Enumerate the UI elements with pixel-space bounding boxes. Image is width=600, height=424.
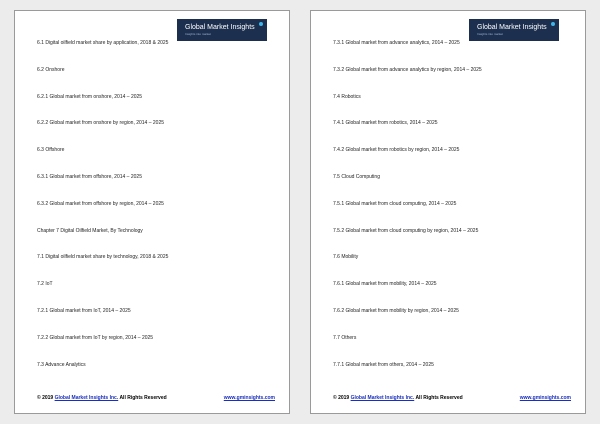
footer-copyright: © 2019 Global Market Insights Inc. All Rights Reserved xyxy=(37,395,167,401)
website-link[interactable]: www.gminsights.com xyxy=(519,395,571,401)
toc-entry: 7.4.2 Global market from robotics by region, 2014 – 2025 xyxy=(333,147,460,154)
toc-entry: 7.4.1 Global market from robotics, 2014 – 2025 xyxy=(333,120,438,127)
footer-copyright: © 2019 Global Market Insights Inc. All Rights Reserved xyxy=(333,395,463,401)
toc-entry: 6.3 Offshore xyxy=(37,147,65,154)
toc-entry: 7.3.2 Global market from advance analytics by region, 2014 – 2025 xyxy=(333,66,482,73)
toc-list-right xyxy=(311,11,585,413)
brand-tagline: Insights into market xyxy=(185,32,212,36)
toc-entry: 6.2 Onshore xyxy=(37,66,65,73)
website-link[interactable]: www.gminsights.com xyxy=(223,395,275,401)
toc-entry: 7.5 Cloud Computing xyxy=(333,174,380,180)
document-page-right xyxy=(310,10,586,414)
toc-entry: 7.1 Digital oilfield market share by technology, 2018 & 2025 xyxy=(37,254,169,261)
page-footer xyxy=(37,395,275,401)
toc-entry: 7.2 IoT xyxy=(37,281,53,288)
toc-entry: Chapter 7 Digital Oilfield Market, By Technology xyxy=(37,227,143,234)
toc-entry: 7.2.1 Global market from IoT, 2014 – 2025 xyxy=(37,308,131,314)
toc-entry: 7.6.2 Global market from mobility by region, 2014 – 2025 xyxy=(333,308,459,314)
brand-name: Global Market Insights xyxy=(477,24,547,31)
toc-entry: 7.6.1 Global market from mobility, 2014 – 2025 xyxy=(333,281,437,288)
company-link[interactable]: Global Market Insights Inc. xyxy=(350,395,415,401)
brand-tagline: Insights into market xyxy=(477,32,504,36)
toc-entry: 6.3.1 Global market from offshore, 2014 – 2025 xyxy=(37,174,142,180)
toc-entry: 6.1 Digital oilfield market share by application, 2018 & 2025 xyxy=(37,40,169,46)
toc-entry: 6.2.2 Global market from onshore by region, 2014 – 2025 xyxy=(37,120,165,127)
toc-entry: 7.7 Others xyxy=(333,334,357,341)
company-link[interactable]: Global Market Insights Inc. xyxy=(54,395,119,401)
toc-entry: 7.5.1 Global market from cloud computing, 2014 – 2025 xyxy=(333,200,457,207)
document-page-left xyxy=(14,10,290,414)
toc-entry: 7.4 Robotics xyxy=(333,93,361,100)
toc-entry: 7.3.1 Global market from advance analytics, 2014 – 2025 xyxy=(333,40,460,46)
toc-entry: 7.5.2 Global market from cloud computing by region, 2014 – 2025 xyxy=(333,227,479,234)
page-footer xyxy=(333,395,571,401)
toc-entry: 7.6 Mobility xyxy=(333,254,359,261)
brand-name: Global Market Insights xyxy=(185,24,255,31)
toc-entry: 7.2.2 Global market from IoT by region, 2014 – 2025 xyxy=(37,334,154,341)
toc-entry: 6.2.1 Global market from onshore, 2014 – 2025 xyxy=(37,93,143,100)
toc-list-left xyxy=(15,11,289,413)
toc-entry: 7.7.1 Global market from others, 2014 – 2025 xyxy=(333,361,434,368)
toc-entry: 6.3.2 Global market from offshore by region, 2014 – 2025 xyxy=(37,200,164,207)
toc-entry: 7.3 Advance Analytics xyxy=(37,361,86,368)
